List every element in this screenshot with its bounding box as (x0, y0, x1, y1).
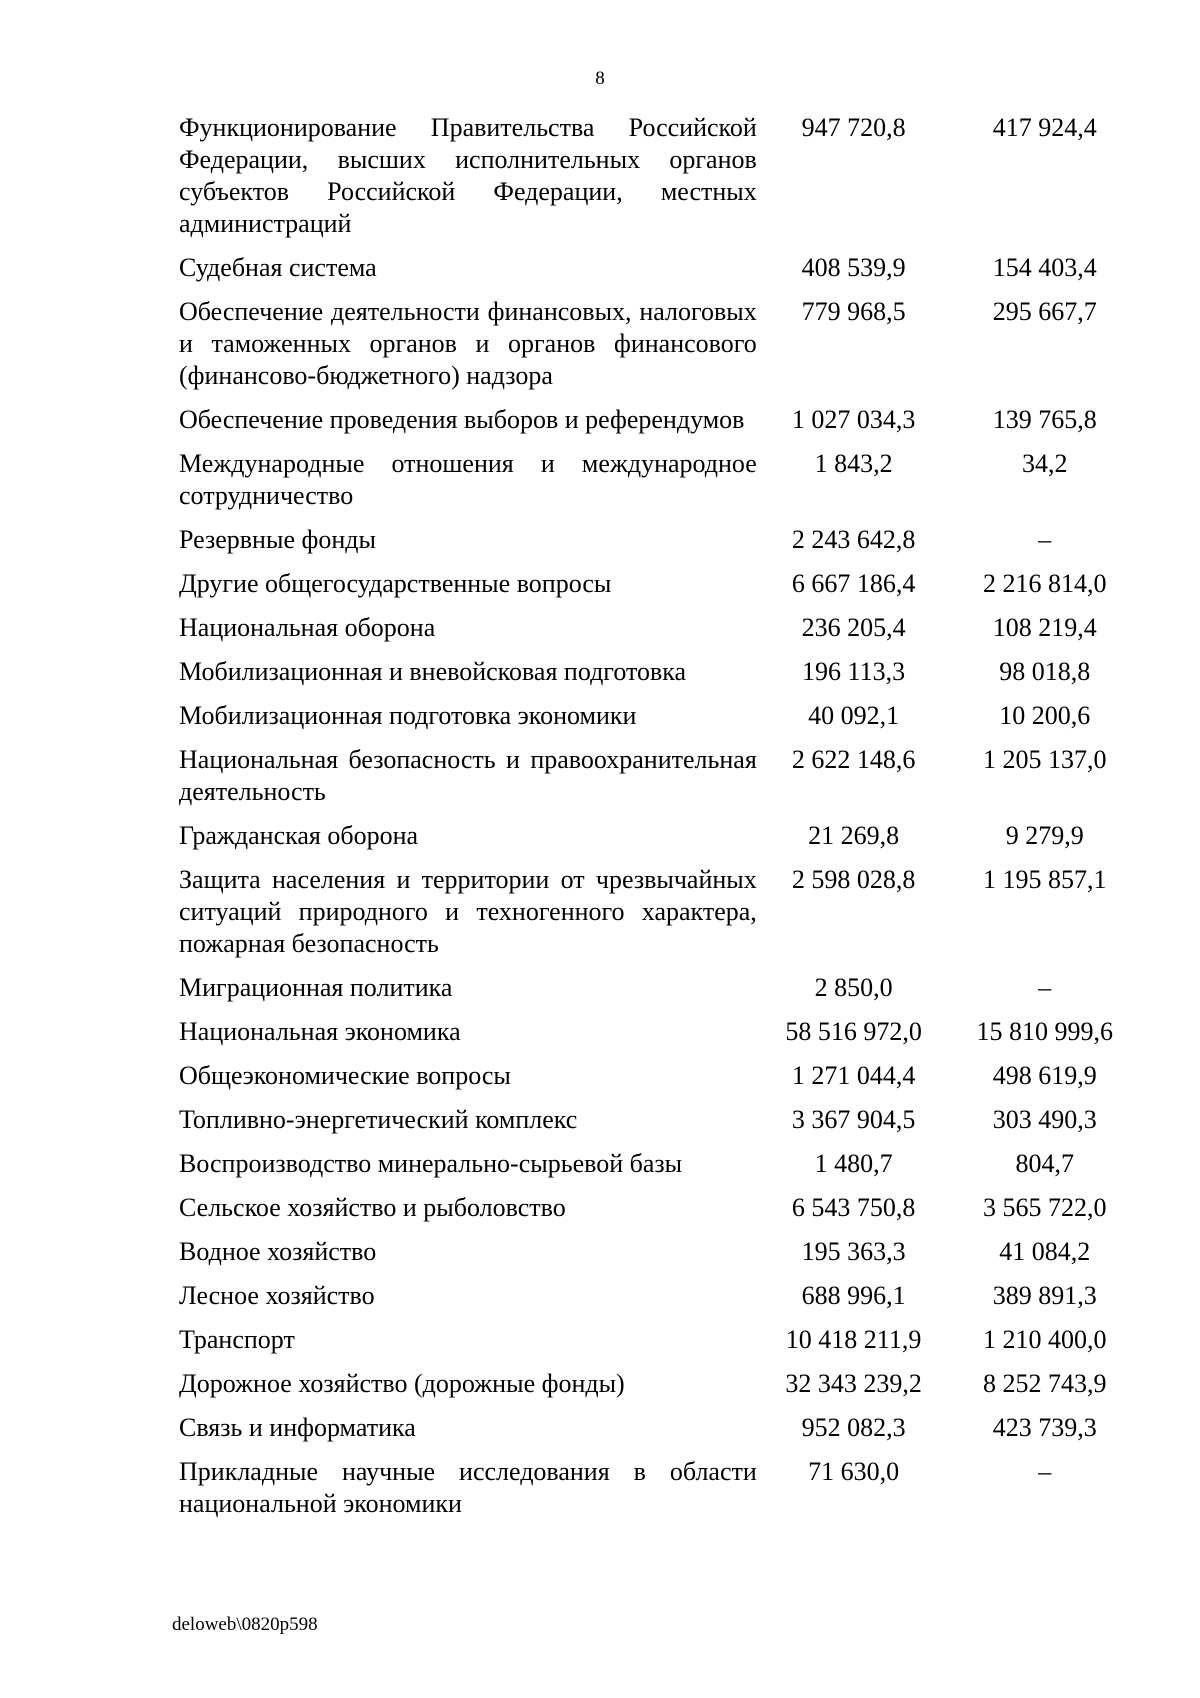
value-column-2: 498 619,9 (992, 1061, 1097, 1090)
table-row (179, 1148, 1139, 1180)
value-column-1: 21 269,8 (808, 821, 900, 850)
row-label: Водное хозяйство (179, 1237, 377, 1266)
value-column-2: 1 205 137,0 (982, 745, 1107, 774)
value-column-2: 417 924,4 (992, 113, 1097, 142)
value-column-1: 10 418 211,9 (785, 1325, 922, 1354)
value-column-2: 10 200,6 (999, 701, 1091, 730)
value-column-2: 98 018,8 (999, 657, 1091, 686)
table-row (179, 1324, 1139, 1356)
value-column-2: 303 490,3 (992, 1105, 1097, 1134)
value-column-1: 3 367 904,5 (791, 1105, 916, 1134)
table-row (179, 524, 1139, 556)
value-column-1: 1 271 044,4 (791, 1061, 916, 1090)
value-column-1: 6 667 186,4 (791, 569, 916, 598)
value-column-2: 1 195 857,1 (982, 865, 1107, 894)
value-column-1: 2 850,0 (814, 973, 893, 1002)
row-label: Судебная система (179, 253, 377, 282)
value-column-2: 295 667,7 (992, 297, 1097, 326)
row-label: Миграционная политика (179, 973, 453, 1002)
table-row (179, 1236, 1139, 1268)
value-column-2: – (1038, 525, 1052, 554)
value-column-1: 947 720,8 (801, 113, 906, 142)
table-row (179, 448, 1139, 512)
table-row (179, 820, 1139, 852)
table-row (179, 296, 1139, 392)
value-column-1: 1 843,2 (814, 449, 893, 478)
value-column-1: 779 968,5 (801, 297, 906, 326)
value-column-2: 139 765,8 (992, 405, 1097, 434)
document-code: deloweb\0820p598 (172, 1614, 318, 1635)
value-column-2: 389 891,3 (992, 1281, 1097, 1310)
row-label: Национальная безопасность и правоохранительная деятельность (179, 745, 757, 806)
value-column-2: 2 216 814,0 (982, 569, 1107, 598)
value-column-1: 40 092,1 (808, 701, 900, 730)
table-row (179, 1016, 1139, 1048)
row-label: Обеспечение деятельности финансовых, налоговых и таможенных органов и органов финансового (финансово-бюджетного) надзора (179, 297, 757, 390)
value-column-2: 15 810 999,6 (976, 1017, 1113, 1046)
row-label: Прикладные научные исследования в области национальной экономики (179, 1457, 757, 1518)
value-column-1: 1 027 034,3 (791, 405, 916, 434)
value-column-2: 154 403,4 (992, 253, 1097, 282)
table-row (179, 404, 1139, 436)
value-column-2: 108 219,4 (992, 613, 1097, 642)
page-number: 8 (595, 68, 605, 89)
value-column-2: – (1038, 1457, 1052, 1486)
value-column-1: 1 480,7 (814, 1149, 893, 1178)
row-label: Гражданская оборона (179, 821, 419, 850)
value-column-2: – (1038, 973, 1052, 1002)
table-row (179, 568, 1139, 600)
value-column-1: 2 598 028,8 (791, 865, 916, 894)
table-row (179, 656, 1139, 688)
row-label: Другие общегосударственные вопросы (179, 569, 612, 598)
row-label: Национальная экономика (179, 1017, 461, 1046)
value-column-2: 8 252 743,9 (982, 1369, 1107, 1398)
table-row (179, 744, 1139, 808)
row-label: Национальная оборона (179, 613, 436, 642)
table-row (179, 612, 1139, 644)
value-column-1: 408 539,9 (801, 253, 906, 282)
row-label: Обеспечение проведения выборов и референдумов (179, 405, 745, 434)
value-column-1: 2 243 642,8 (791, 525, 916, 554)
value-column-1: 195 363,3 (801, 1237, 906, 1266)
value-column-1: 58 516 972,0 (785, 1017, 922, 1046)
row-label: Общеэкономические вопросы (179, 1061, 511, 1090)
table-row (179, 1280, 1139, 1312)
row-label: Функционирование Правительства Российской Федерации, высших исполнительных органов субъектов Российской Федерации, местных администраций (179, 113, 757, 238)
value-column-1: 952 082,3 (801, 1413, 906, 1442)
row-label: Топливно-энергетический комплекс (179, 1105, 578, 1134)
value-column-1: 2 622 148,6 (791, 745, 916, 774)
row-label: Мобилизационная и вневойсковая подготовка (179, 657, 687, 686)
value-column-1: 688 996,1 (801, 1281, 906, 1310)
table-row (179, 1060, 1139, 1092)
table-row (179, 1412, 1139, 1444)
value-column-1: 6 543 750,8 (791, 1193, 916, 1222)
value-column-2: 34,2 (1021, 449, 1068, 478)
budget-table (179, 112, 1139, 1532)
value-column-2: 804,7 (1015, 1149, 1074, 1178)
table-row (179, 252, 1139, 284)
row-label: Воспроизводство минерально-сырьевой базы (179, 1149, 683, 1178)
table-row (179, 1456, 1139, 1520)
row-label: Резервные фонды (179, 525, 376, 554)
value-column-2: 41 084,2 (999, 1237, 1091, 1266)
row-label: Мобилизационная подготовка экономики (179, 701, 637, 730)
value-column-1: 71 630,0 (808, 1457, 900, 1486)
row-label: Дорожное хозяйство (дорожные фонды) (179, 1369, 625, 1398)
value-column-1: 32 343 239,2 (785, 1369, 922, 1398)
table-row (179, 1192, 1139, 1224)
table-row (179, 112, 1139, 240)
table-row (179, 972, 1139, 1004)
value-column-2: 3 565 722,0 (982, 1193, 1107, 1222)
row-label: Связь и информатика (179, 1413, 416, 1442)
table-row (179, 864, 1139, 960)
value-column-1: 196 113,3 (802, 657, 906, 686)
table-row (179, 1368, 1139, 1400)
row-label: Защита населения и территории от чрезвычайных ситуаций природного и техногенного характера, пожарная безопасность (179, 865, 757, 958)
value-column-2: 9 279,9 (1005, 821, 1084, 850)
table-row (179, 1104, 1139, 1136)
value-column-1: 236 205,4 (801, 613, 906, 642)
row-label: Транспорт (179, 1325, 295, 1354)
row-label: Лесное хозяйство (179, 1281, 375, 1310)
row-label: Сельское хозяйство и рыболовство (179, 1193, 566, 1222)
table-row (179, 700, 1139, 732)
value-column-2: 1 210 400,0 (982, 1325, 1107, 1354)
row-label: Международные отношения и международное сотрудничество (179, 449, 757, 510)
value-column-2: 423 739,3 (992, 1413, 1097, 1442)
